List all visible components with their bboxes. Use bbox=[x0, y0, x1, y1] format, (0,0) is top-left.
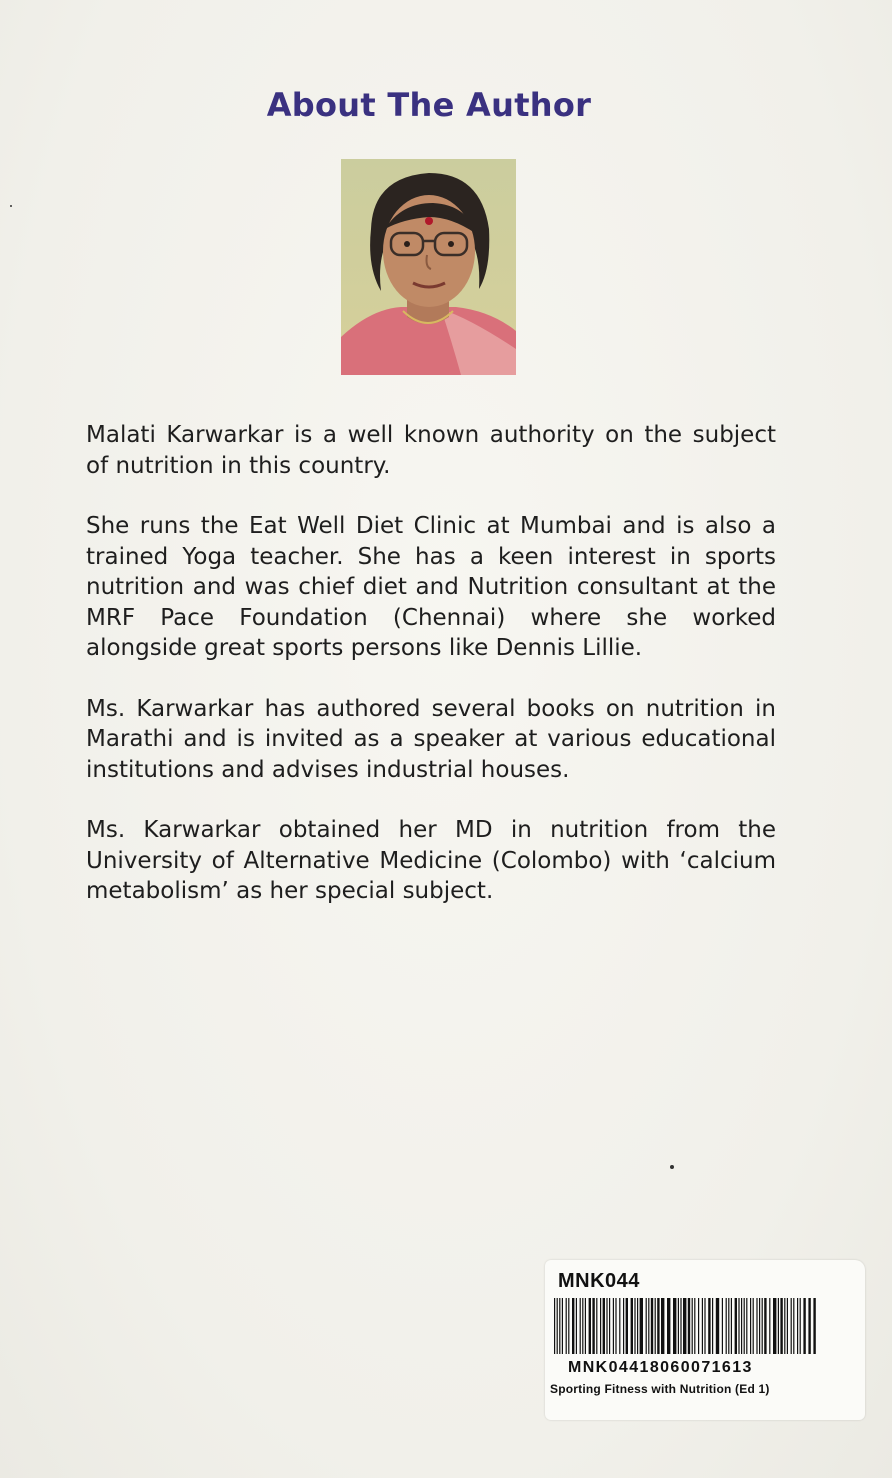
barcode-bar bbox=[619, 1298, 620, 1354]
barcode-bar bbox=[568, 1298, 569, 1354]
barcode-bar bbox=[596, 1298, 597, 1354]
barcode-bar bbox=[634, 1298, 635, 1354]
sticker-code: MNK044 bbox=[558, 1270, 640, 1292]
barcode-bar bbox=[787, 1298, 788, 1354]
paper-speck bbox=[670, 1165, 674, 1169]
barcode-bar bbox=[585, 1298, 586, 1354]
barcode-bar bbox=[780, 1298, 782, 1354]
barcode-bar bbox=[731, 1298, 732, 1354]
barcode-bar bbox=[603, 1298, 605, 1354]
barcode-bar bbox=[637, 1298, 638, 1354]
barcode-bar bbox=[728, 1298, 729, 1354]
barcode-bar bbox=[793, 1298, 794, 1354]
barcode-bar bbox=[813, 1298, 815, 1354]
barcode-bar bbox=[592, 1298, 594, 1354]
bio-paragraph-1: Malati Karwarkar is a well known authority on the subject of nutrition in this country. bbox=[86, 422, 776, 479]
barcode-bar bbox=[683, 1298, 686, 1354]
barcode-bar bbox=[698, 1298, 699, 1354]
barcode-bar bbox=[744, 1298, 745, 1354]
bio-paragraph-2: She runs the Eat Well Diet Clinic at Mumbai and is also a trained Yoga teacher. She has a keen interest in sports nutrition and was chief diet and Nutrition consultant at the MRF Pace Foundation (Chennai) where she worked alongside great sports persons like Dennis Lillie. bbox=[86, 513, 776, 661]
barcode-bar bbox=[762, 1298, 763, 1354]
barcode-bar bbox=[623, 1298, 624, 1354]
barcode-bar bbox=[702, 1298, 703, 1354]
barcode-bar bbox=[738, 1298, 739, 1354]
barcode-icon bbox=[552, 1298, 818, 1354]
barcode-bar bbox=[673, 1298, 676, 1354]
barcode-bar bbox=[678, 1298, 679, 1354]
barcode-bar bbox=[808, 1298, 810, 1354]
barcode-bar bbox=[562, 1298, 563, 1354]
barcode-bar bbox=[600, 1298, 601, 1354]
barcode-bar bbox=[559, 1298, 560, 1354]
barcode-bar bbox=[667, 1298, 670, 1354]
barcode-bar bbox=[756, 1298, 757, 1354]
barcode-bar bbox=[764, 1298, 766, 1354]
barcode-bar bbox=[626, 1298, 628, 1354]
barcode-bar bbox=[694, 1298, 695, 1354]
page-title: About The Author bbox=[266, 86, 592, 124]
barcode-bar bbox=[651, 1298, 653, 1354]
barcode-bar bbox=[554, 1298, 555, 1354]
barcode-bar bbox=[784, 1298, 785, 1354]
barcode-bar bbox=[712, 1298, 713, 1354]
barcode-bar bbox=[580, 1298, 581, 1354]
barcode-bar bbox=[606, 1298, 607, 1354]
barcode-bar bbox=[557, 1298, 558, 1354]
paper-speck bbox=[10, 205, 12, 207]
barcode-bar bbox=[692, 1298, 693, 1354]
barcode-bar bbox=[576, 1298, 577, 1354]
barcode-bar bbox=[797, 1298, 798, 1354]
barcode-bar bbox=[648, 1298, 649, 1354]
sticker-book-title: Sporting Fitness with Nutrition (Ed 1) bbox=[550, 1382, 770, 1396]
barcode-bar bbox=[572, 1298, 574, 1354]
barcode-bar bbox=[759, 1298, 760, 1354]
barcode-sticker bbox=[545, 1260, 865, 1420]
barcode-bar bbox=[640, 1298, 643, 1354]
barcode-bar bbox=[803, 1298, 805, 1354]
barcode-bar bbox=[716, 1298, 719, 1354]
barcode-bar bbox=[753, 1298, 754, 1354]
barcode-bar bbox=[655, 1298, 656, 1354]
author-bio bbox=[86, 420, 776, 937]
barcode-bar bbox=[741, 1298, 742, 1354]
bio-paragraph-4: Ms. Karwarkar obtained her MD in nutrition from the University of Alternative Medicine (Colombo) with ‘calcium metabolism’ as her special subject. bbox=[86, 817, 776, 904]
barcode-number: MNK04418060071613 bbox=[568, 1359, 753, 1376]
barcode-bar bbox=[631, 1298, 633, 1354]
barcode-bar bbox=[609, 1298, 610, 1354]
barcode-bar bbox=[582, 1298, 583, 1354]
barcode-bar bbox=[657, 1298, 659, 1354]
barcode-bar bbox=[646, 1298, 647, 1354]
barcode-bar bbox=[661, 1298, 664, 1354]
barcode-bar bbox=[773, 1298, 776, 1354]
barcode-bar bbox=[746, 1298, 747, 1354]
barcode-bar bbox=[615, 1298, 616, 1354]
barcode-bar bbox=[688, 1298, 690, 1354]
author-portrait-icon bbox=[341, 159, 516, 375]
barcode-bar bbox=[613, 1298, 614, 1354]
barcode-bar bbox=[735, 1298, 737, 1354]
barcode-bar bbox=[589, 1298, 591, 1354]
barcode-bar bbox=[791, 1298, 792, 1354]
barcode-bar bbox=[726, 1298, 727, 1354]
author-photo bbox=[341, 159, 516, 375]
barcode-bar bbox=[722, 1298, 723, 1354]
bio-paragraph-3: Ms. Karwarkar has authored several books on nutrition in Marathi and is invited as a speaker at various educational institutions and advises industrial houses. bbox=[86, 695, 776, 783]
barcode-bar bbox=[680, 1298, 681, 1354]
barcode-bar bbox=[750, 1298, 751, 1354]
barcode-bar bbox=[704, 1298, 705, 1354]
barcode-bar bbox=[778, 1298, 779, 1354]
barcode-bar bbox=[800, 1298, 801, 1354]
barcode-bar bbox=[566, 1298, 567, 1354]
barcode-bar bbox=[708, 1298, 710, 1354]
barcode-bar bbox=[769, 1298, 770, 1354]
